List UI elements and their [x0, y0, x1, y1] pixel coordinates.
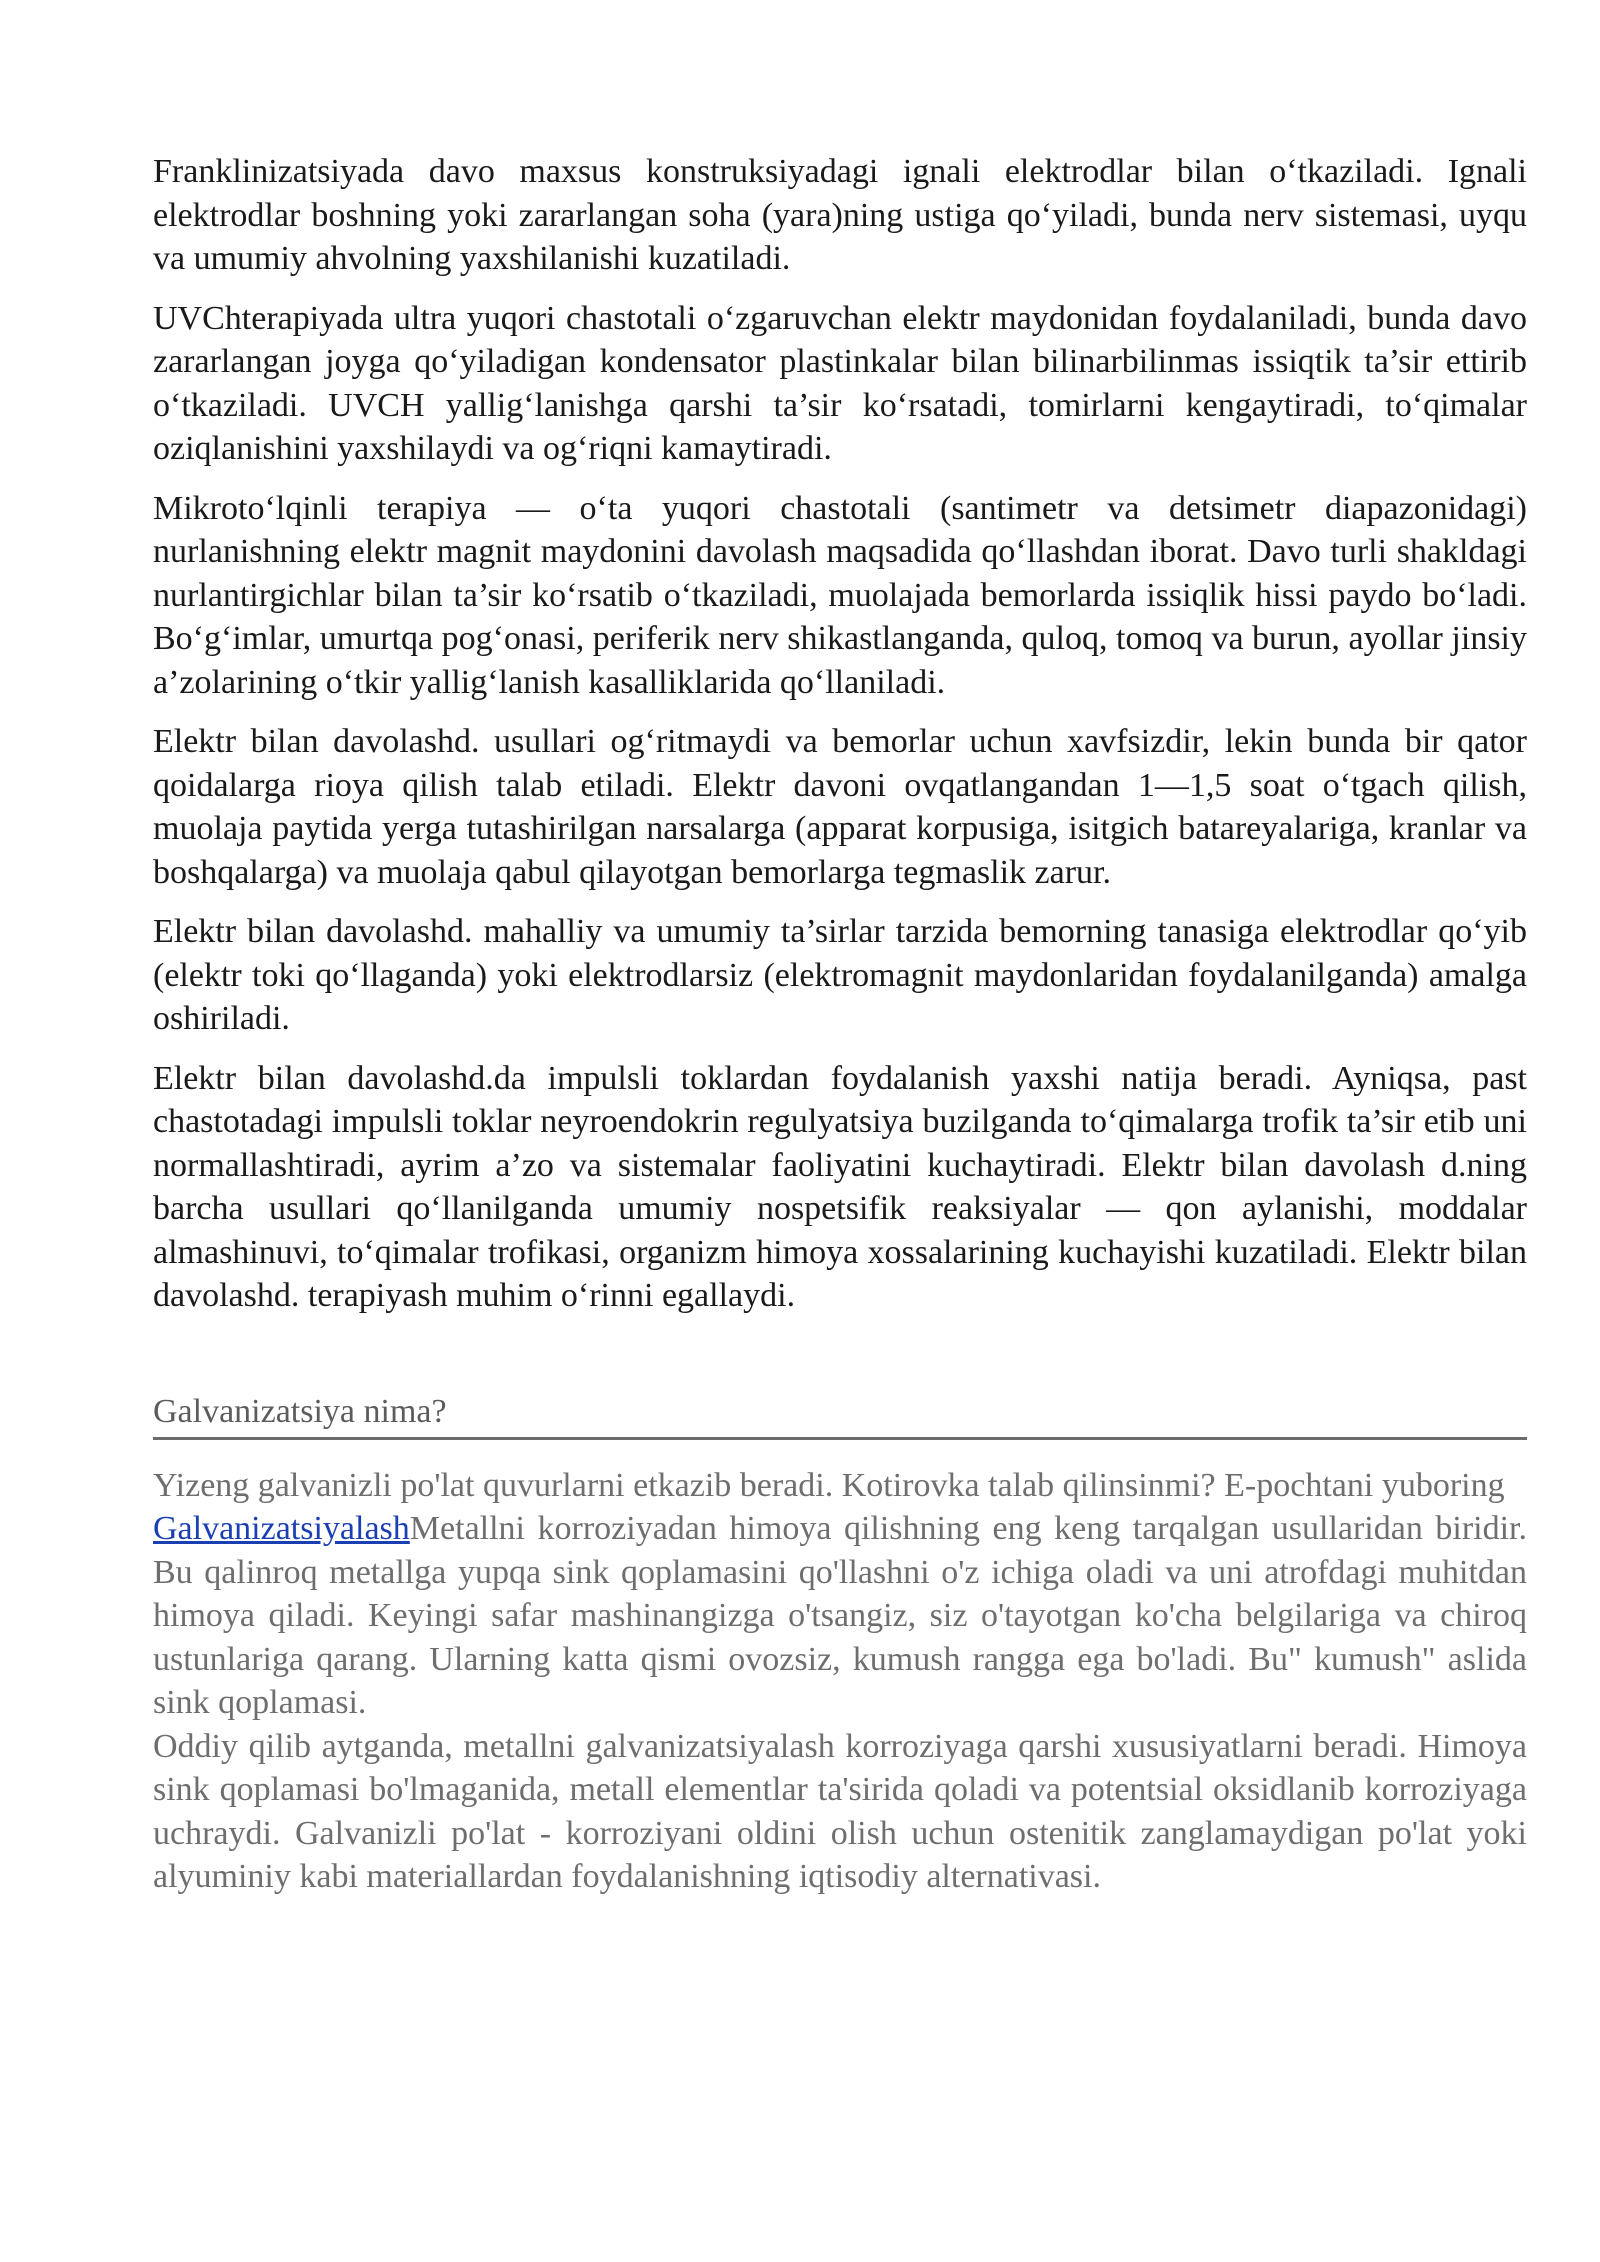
section-final: Oddiy qilib aytganda, metallni galvanizatsiyalash korroziyaga qarshi xususiyatlarni beradi. Himoya sink qoplamasi bo'lmaganida, metall elementlar ta'sirida qoladi va potentsial oksidlanib korroziyaga uchraydi. Galvanizli po'lat - korroziyani oldini olish uchun ostenitik zanglamaydigan po'lat yoki alyuminiy kabi materiallardan foydalanishning iqtisodiy alternativasi. [153, 1727, 1527, 1895]
paragraph-microwave-therapy: Mikroto‘lqinli terapiya — o‘ta yuqori chastotali (santimetr va detsimetr diapazonidagi) nurlanishning elektr magnit maydonini davolash maqsadida qo‘llashdan iborat. Davo turli shakldagi nurlantirgichlar bilan ta’sir ko‘rsatib o‘tkaziladi, muolajada bemorlarda issiqlik hissi paydo bo‘ladi. Bo‘g‘imlar, umurtqa pog‘onasi, periferik nerv shikastlanganda, quloq, tomoq va burun, ayollar jinsiy a’zolarining o‘tkir yallig‘lanish kasalliklarida qo‘llaniladi. [153, 489, 1527, 701]
section-body [153, 1507, 1527, 1725]
document-page [153, 150, 1527, 1899]
galvanization-section [153, 1390, 1527, 1899]
paragraph-franklinization: Franklinizatsiyada davo maxsus konstruksiyadagi ignali elektrodlar bilan o‘tkaziladi. Ignali elektrodlar boshning yoki zararlangan soha (yara)ning ustiga qo‘yiladi, bunda nerv sistemasi, uyqu va umumiy ahvolning yaxshilanishi kuzatiladi. [153, 153, 1527, 277]
galvanization-link[interactable]: Galvanizatsiyalash [153, 1510, 410, 1547]
section-heading: Galvanizatsiya nima? [153, 1390, 1527, 1440]
section-intro: Yizeng galvanizli po'lat quvurlarni etkazib beradi. Kotirovka talab qilinsinmi? E-pochtani yuboring [153, 1466, 1505, 1504]
paragraph-safety-rules: Elektr bilan davolashd. usullari og‘ritmaydi va bemorlar uchun xavfsizdir, lekin bunda bir qator qoidalarga rioya qilish talab etiladi. Elektr davoni ovqatlangandan 1—1,5 soat o‘tgach qilish, muolaja paytida yerga tutashirilgan narsalarga (apparat korpusiga, isitgich batareyalariga, kranlar va boshqalarga) va muolaja qabul qilayotgan bemorlarga tegmaslik zarur. [153, 723, 1527, 891]
paragraph-impulse-currents: Elektr bilan davolashd.da impulsli toklardan foydalanish yaxshi natija beradi. Ayniqsa, past chastotadagi impulsli toklar neyroendokrin regulyatsiya buzilganda to‘qimalarga trofik ta’sir etib uni normallashtiradi, ayrim a’zo va sistemalar faoliyatini kuchaytiradi. Elektr bilan davolash d.ning barcha usullari qo‘llanilganda umumiy nospetsifik reaksiyalar — qon aylanishi, moddalar almashinuvi, to‘qimalar trofikasi, organizm himoya xossalarining kuchayishi kuzatiladi. Elektr bilan davolashd. terapiyash muhim o‘rinni egallaydi. [153, 1059, 1527, 1314]
section-body-text: Metallni korroziyadan himoya qilishning eng keng tarqalgan usullaridan biridir. Bu qalinroq metallga yupqa sink qoplamasini qo'llashni o'z ichiga oladi va uni atrofdagi muhitdan himoya qiladi. Keyingi safar mashinangizga o'tsangiz, siz o'tayotgan ko'cha belgilariga va chiroq ustunlariga qarang. Ularning katta qismi ovozsiz, kumush rangga ega bo'ladi. Bu" kumush" aslida sink qoplamasi. [153, 1510, 1527, 1721]
paragraph-uhf-therapy: UVChterapiyada ultra yuqori chastotali o‘zgaruvchan elektr maydonidan foydalaniladi, bunda davo zararlangan joyga qo‘yiladigan kondensator plastinkalar bilan bilinarbilinmas issiqtik ta’sir ettirib o‘tkaziladi. UVCH yallig‘lanishga qarshi ta’sir ko‘rsatadi, tomirlarni kengaytiradi, to‘qimalar oziqlanishini yaxshilaydi va og‘riqni kamaytiradi. [153, 299, 1527, 467]
paragraph-local-general-effects: Elektr bilan davolashd. mahalliy va umumiy ta’sirlar tarzida bemorning tanasiga elektrodlar qo‘yib (elektr toki qo‘llaganda) yoki elektrodlarsiz (elektromagnit maydonlaridan foydalanilganda) amalga oshiriladi. [153, 913, 1527, 1037]
